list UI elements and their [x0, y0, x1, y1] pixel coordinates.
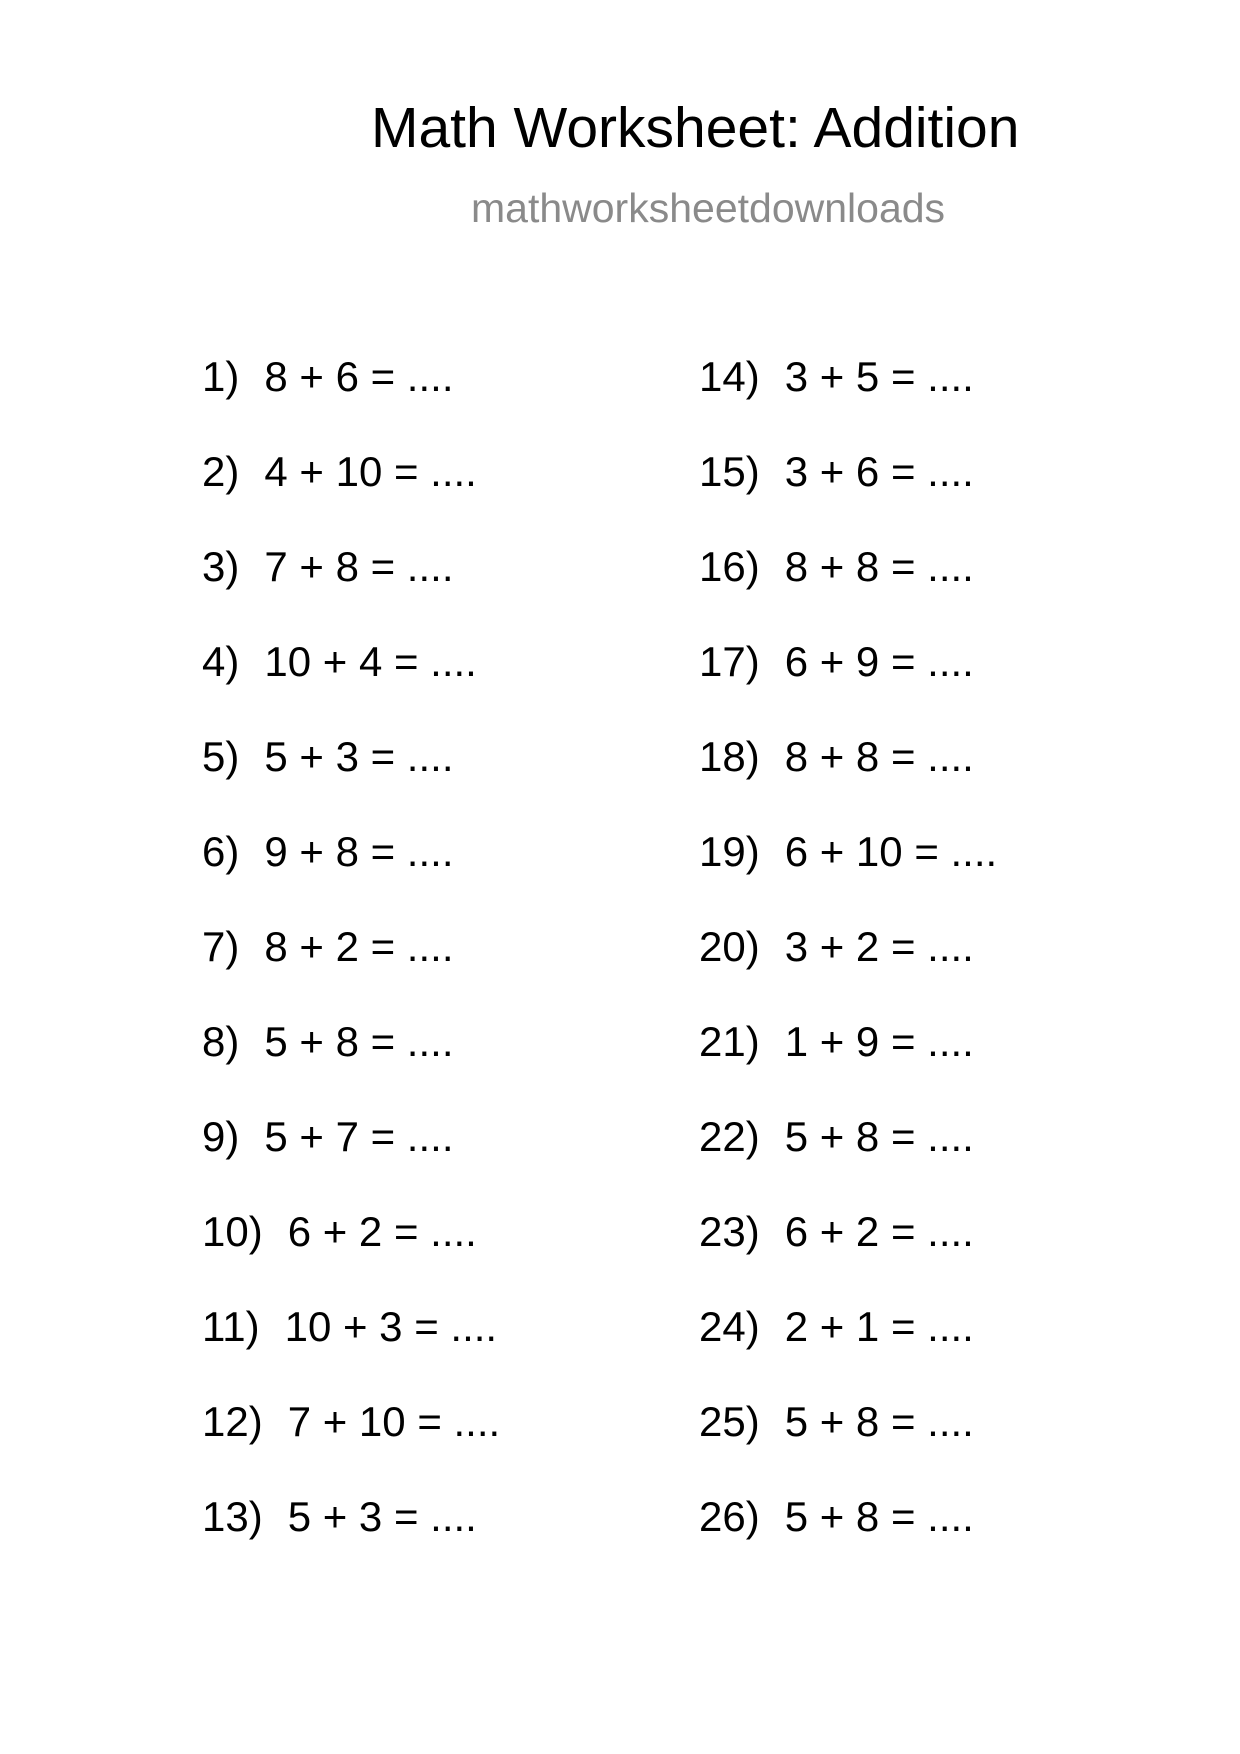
problem-expression: 7 + 10 = .... [287, 1398, 501, 1445]
problem-number: 21) [699, 1018, 760, 1065]
problem-item [202, 1208, 477, 1255]
problem-expression: 3 + 2 = .... [784, 923, 974, 970]
problem-item [699, 448, 974, 495]
problem-expression: 5 + 8 = .... [784, 1493, 974, 1540]
problem-item [202, 1398, 501, 1445]
problem-item [202, 1303, 498, 1350]
problem-number: 4) [202, 638, 240, 685]
problem-number: 20) [699, 923, 760, 970]
problem-number: 19) [699, 828, 760, 875]
problem-expression: 9 + 8 = .... [264, 828, 454, 875]
problem-item [699, 638, 974, 685]
problem-expression: 6 + 2 = .... [287, 1208, 477, 1255]
problem-number: 24) [699, 1303, 760, 1350]
problem-expression: 8 + 6 = .... [264, 353, 454, 400]
problem-item [699, 1493, 974, 1540]
problem-number: 7) [202, 923, 240, 970]
problem-expression: 5 + 8 = .... [784, 1113, 974, 1160]
problem-item [202, 828, 454, 875]
problem-expression: 6 + 10 = .... [784, 828, 998, 875]
problem-expression: 6 + 9 = .... [784, 638, 974, 685]
problem-item [202, 448, 477, 495]
problem-number: 18) [699, 733, 760, 780]
problem-expression: 6 + 2 = .... [784, 1208, 974, 1255]
problem-number: 10) [202, 1208, 263, 1255]
problem-item [202, 543, 454, 590]
problem-number: 1) [202, 353, 240, 400]
problem-number: 12) [202, 1398, 263, 1445]
problem-number: 14) [699, 353, 760, 400]
problem-number: 22) [699, 1113, 760, 1160]
problem-item [202, 1493, 477, 1540]
problem-item [699, 543, 974, 590]
problem-expression: 4 + 10 = .... [264, 448, 477, 495]
problem-item [699, 1018, 974, 1065]
problem-item [202, 733, 454, 780]
problem-item [699, 353, 974, 400]
problem-expression: 10 + 4 = .... [264, 638, 477, 685]
problem-expression: 7 + 8 = .... [264, 543, 454, 590]
problem-item [202, 353, 454, 400]
problem-expression: 5 + 3 = .... [287, 1493, 477, 1540]
problem-number: 6) [202, 828, 240, 875]
problem-number: 25) [699, 1398, 760, 1445]
problem-expression: 2 + 1 = .... [784, 1303, 974, 1350]
problem-expression: 3 + 6 = .... [784, 448, 974, 495]
problem-item [699, 1208, 974, 1255]
page-title: Math Worksheet: Addition [371, 96, 1020, 160]
problem-item [699, 828, 998, 875]
problem-number: 3) [202, 543, 240, 590]
problem-expression: 8 + 8 = .... [784, 543, 974, 590]
problem-expression: 5 + 3 = .... [264, 733, 454, 780]
problem-item [699, 1303, 974, 1350]
problem-item [202, 1018, 454, 1065]
problem-expression: 3 + 5 = .... [784, 353, 974, 400]
problem-number: 9) [202, 1113, 240, 1160]
problem-number: 17) [699, 638, 760, 685]
problem-number: 11) [202, 1303, 260, 1350]
problem-expression: 1 + 9 = .... [784, 1018, 974, 1065]
problem-number: 5) [202, 733, 240, 780]
problem-item [202, 638, 477, 685]
problem-number: 8) [202, 1018, 240, 1065]
problem-item [699, 1398, 974, 1445]
problem-item [202, 1113, 454, 1160]
problem-expression: 8 + 2 = .... [264, 923, 454, 970]
problem-expression: 10 + 3 = .... [284, 1303, 498, 1350]
problem-number: 13) [202, 1493, 263, 1540]
problem-item [699, 733, 974, 780]
problem-expression: 5 + 7 = .... [264, 1113, 454, 1160]
problem-expression: 5 + 8 = .... [264, 1018, 454, 1065]
problem-item [202, 923, 454, 970]
problem-item [699, 923, 974, 970]
problem-number: 26) [699, 1493, 760, 1540]
problem-number: 2) [202, 448, 240, 495]
problem-item [699, 1113, 974, 1160]
problem-expression: 5 + 8 = .... [784, 1398, 974, 1445]
problem-number: 16) [699, 543, 760, 590]
problem-number: 23) [699, 1208, 760, 1255]
problem-expression: 8 + 8 = .... [784, 733, 974, 780]
problem-number: 15) [699, 448, 760, 495]
page-subtitle: mathworksheetdownloads [471, 185, 946, 231]
